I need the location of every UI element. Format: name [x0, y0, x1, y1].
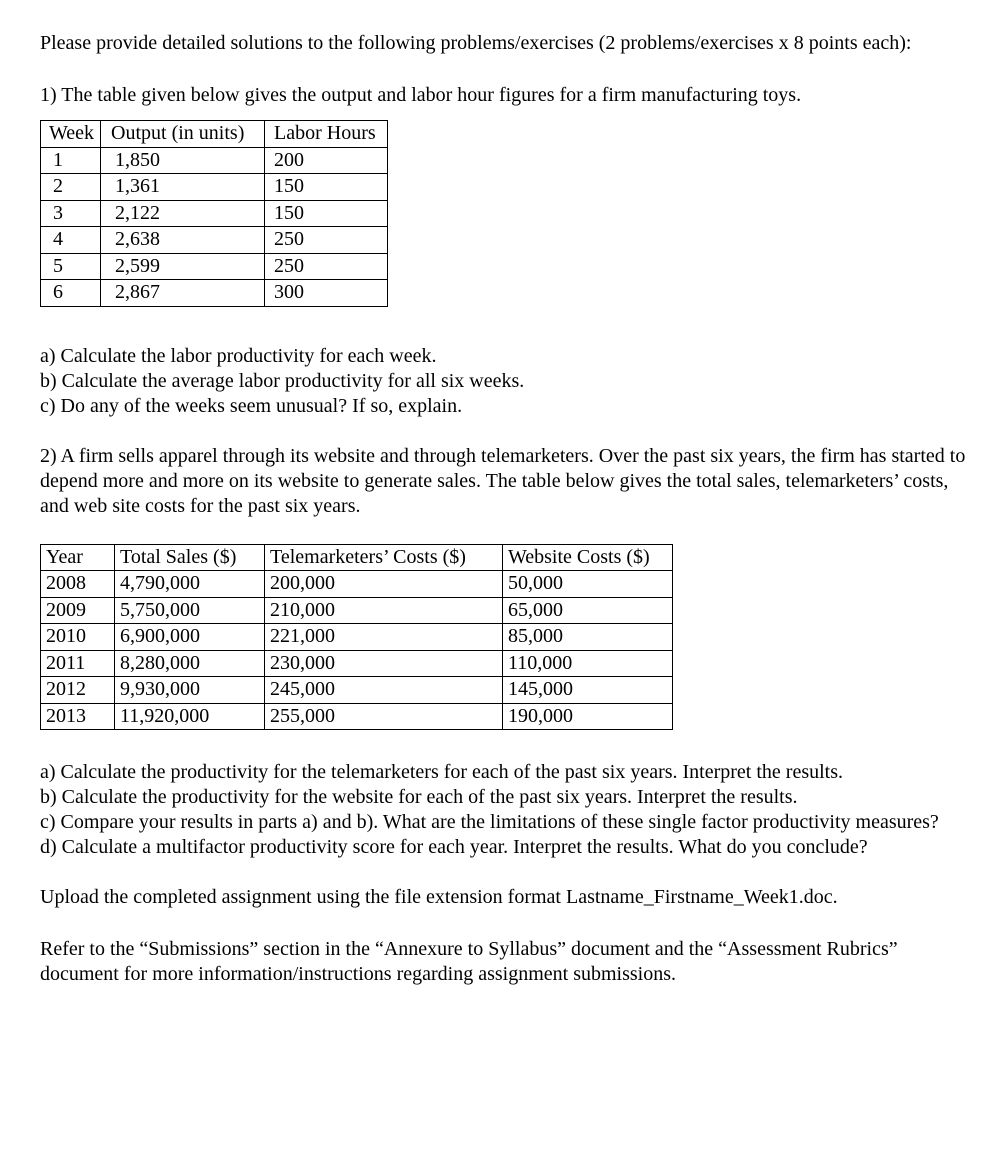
table-row [41, 253, 388, 280]
table-cell: 221,000 [265, 624, 503, 651]
table-cell: 65,000 [503, 597, 673, 624]
problem2-part-b: b) Calculate the productivity for the website for each of the past six years. Interpret the results. [40, 786, 798, 808]
instructions-intro: Please provide detailed solutions to the following problems/exercises (2 problems/exercises x 8 points each): [40, 32, 912, 54]
table-cell: 2008 [41, 571, 115, 598]
submission-reference: Refer to the “Submissions” section in the “Annexure to Syllabus” document and the “Assessment Rubrics” document for more information/instructions regarding assignment submissions. [40, 938, 898, 985]
table-cell: 8,280,000 [115, 650, 265, 677]
table-cell: 6,900,000 [115, 624, 265, 651]
table-cell: 2,122 [101, 200, 265, 227]
problem1-table [40, 120, 388, 307]
problem1-part-a: a) Calculate the labor productivity for each week. [40, 344, 437, 367]
table-cell: 250 [265, 253, 388, 280]
table-cell: 2009 [41, 597, 115, 624]
table-cell: 250 [265, 227, 388, 254]
problem1-part-c: c) Do any of the weeks seem unusual? If so, explain. [40, 394, 463, 417]
table-cell: 6 [41, 280, 101, 307]
column-header: Total Sales ($) [115, 544, 265, 571]
table-cell: 50,000 [503, 571, 673, 598]
table-cell: 4,790,000 [115, 571, 265, 598]
document-page [40, 31, 970, 987]
table-cell: 2 [41, 174, 101, 201]
table-cell: 150 [265, 174, 388, 201]
column-header: Website Costs ($) [503, 544, 673, 571]
table-header-row [41, 121, 388, 148]
table-row [41, 597, 673, 624]
table-cell: 2,638 [101, 227, 265, 254]
table-cell: 110,000 [503, 650, 673, 677]
column-header: Labor Hours [265, 121, 388, 148]
problem2-statement: 2) A firm sells apparel through its website and through telemarketers. Over the past six years, the firm has started to depend more and more on its website to generate sales. The table below gives the total sales, telemarketers’ costs, and web site costs for the past six years. [40, 444, 966, 517]
table-cell: 3 [41, 200, 101, 227]
table-cell: 245,000 [265, 677, 503, 704]
problem1-parts [40, 344, 970, 419]
table-cell: 1,361 [101, 174, 265, 201]
table-cell: 85,000 [503, 624, 673, 651]
problem2-part-a: a) Calculate the productivity for the telemarketers for each of the past six years. Interpret the results. [40, 761, 844, 783]
upload-instructions: Upload the completed assignment using the file extension format Lastname_Firstname_Week1.doc. [40, 886, 838, 908]
table-cell: 2013 [41, 703, 115, 730]
table-row [41, 650, 673, 677]
table-cell: 200,000 [265, 571, 503, 598]
problem2-part-d: d) Calculate a multifactor productivity score for each year. Interpret the results. What do you conclude? [40, 836, 868, 858]
table-cell: 1,850 [101, 147, 265, 174]
table-row [41, 571, 673, 598]
table-cell: 2011 [41, 650, 115, 677]
problem2-parts [40, 760, 970, 860]
table-cell: 1 [41, 147, 101, 174]
table-row [41, 200, 388, 227]
table-cell: 11,920,000 [115, 703, 265, 730]
table-cell: 200 [265, 147, 388, 174]
problem1-statement: 1) The table given below gives the output and labor hour figures for a firm manufacturing toys. [40, 84, 802, 106]
column-header: Output (in units) [101, 121, 265, 148]
table-row [41, 280, 388, 307]
problem1-part-b: b) Calculate the average labor productivity for all six weeks. [40, 369, 525, 392]
table-cell: 150 [265, 200, 388, 227]
table-cell: 5 [41, 253, 101, 280]
table-cell: 190,000 [503, 703, 673, 730]
table-row [41, 147, 388, 174]
table-cell: 9,930,000 [115, 677, 265, 704]
table-row [41, 677, 673, 704]
table-cell: 145,000 [503, 677, 673, 704]
table-cell: 5,750,000 [115, 597, 265, 624]
table-row [41, 703, 673, 730]
table-cell: 2012 [41, 677, 115, 704]
problem2-table [40, 544, 673, 731]
table-cell: 2010 [41, 624, 115, 651]
table-cell: 230,000 [265, 650, 503, 677]
table-cell: 255,000 [265, 703, 503, 730]
table-row [41, 174, 388, 201]
problem2-part-c: c) Compare your results in parts a) and b). What are the limitations of these single factor productivity measures? [40, 811, 939, 833]
table-cell: 210,000 [265, 597, 503, 624]
table-cell: 2,867 [101, 280, 265, 307]
column-header: Year [41, 544, 115, 571]
column-header: Telemarketers’ Costs ($) [265, 544, 503, 571]
table-row [41, 227, 388, 254]
table-cell: 4 [41, 227, 101, 254]
table-cell: 2,599 [101, 253, 265, 280]
table-row [41, 624, 673, 651]
table-header-row [41, 544, 673, 571]
table-cell: 300 [265, 280, 388, 307]
column-header: Week [41, 121, 101, 148]
